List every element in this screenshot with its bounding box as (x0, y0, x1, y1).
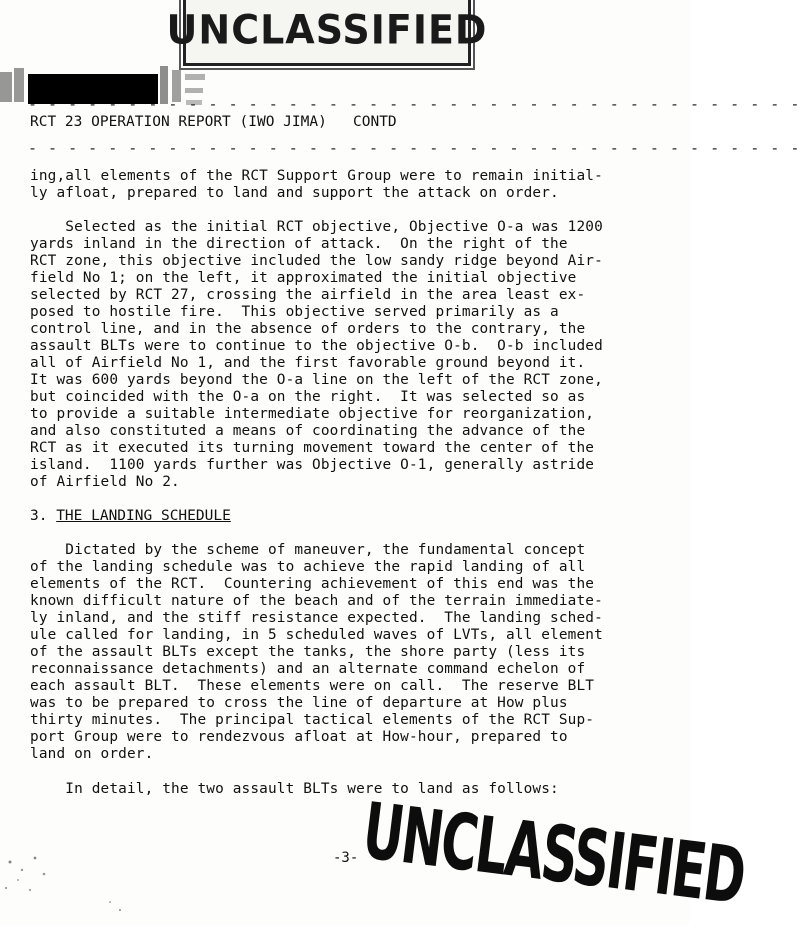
objective-line: posed to hostile fire. This objective served primarily as a (30, 304, 559, 320)
stamp-top-text: UNCLASSIFIED (166, 6, 488, 54)
schedule-line: was to be prepared to cross the line of departure at How plus (30, 695, 568, 711)
objective-line: all of Airfield No 1, and the first favorable ground beyond it. (30, 355, 586, 371)
schedule-line: known difficult nature of the beach and of the terrain immediate- (30, 593, 603, 609)
section-heading (30, 508, 231, 524)
classification-stamp-top (166, 0, 488, 66)
report-header: RCT 23 OPERATION REPORT (IWO JIMA) CONTD (30, 114, 397, 130)
dashed-rule-bottom: - - - - - - - - - - - - - - - - - - - - - - - - - - - - - - - - - - - - - - - (28, 139, 800, 157)
dashed-rule-top: - - - - - - - - - - - - - - - - - - - - - - - - - - - - - - - - - - - - - - - (28, 95, 800, 113)
classification-stamp-bottom (357, 786, 749, 922)
scan-noise (0, 840, 130, 920)
schedule-line: ule called for landing, in 5 scheduled waves of LVTs, all element (30, 627, 603, 643)
objective-line: Selected as the initial RCT objective, Objective O-a was 1200 (30, 219, 603, 235)
detail-line: In detail, the two assault BLTs were to land as follows: (30, 781, 559, 797)
objective-line: RCT as it executed its turning movement toward the center of the (30, 440, 595, 456)
objective-line: island. 1100 yards further was Objective O-1, generally astride (30, 457, 595, 473)
page-number: -3- (333, 850, 359, 866)
objective-line: assault BLTs were to continue to the objective O-b. O-b included (30, 338, 603, 354)
objective-line: but coincided with the O-a on the right. It was selected so as (30, 389, 586, 405)
schedule-line: reconnaissance detachments) and an alternate command echelon of (30, 661, 586, 677)
objective-line: RCT zone, this objective included the low sandy ridge beyond Air- (30, 253, 603, 269)
schedule-line: ly inland, and the stiff resistance expected. The landing sched- (30, 610, 603, 626)
intro-line: ly afloat, prepared to land and support the attack on order. (30, 185, 559, 201)
section-number: 3. (30, 508, 48, 524)
schedule-line: land on order. (30, 746, 154, 762)
objective-line: yards inland in the direction of attack. On the right of the (30, 236, 568, 252)
objective-line: and also constituted a means of coordinating the advance of the (30, 423, 586, 439)
objective-line: It was 600 yards beyond the O-a line on the left of the RCT zone, (30, 372, 603, 388)
objective-line: of Airfield No 2. (30, 474, 180, 490)
stamp-bottom-text: UNCLASSIFIED (358, 786, 749, 922)
objective-line: selected by RCT 27, crossing the airfield in the area least ex- (30, 287, 586, 303)
schedule-line: each assault BLT. These elements were on call. The reserve BLT (30, 678, 595, 694)
schedule-line: thirty minutes. The principal tactical elements of the RCT Sup- (30, 712, 595, 728)
objective-line: field No 1; on the left, it approximated the initial objective (30, 270, 577, 286)
objective-line: to provide a suitable intermediate objective for reorganization, (30, 406, 595, 422)
schedule-line: of the assault BLTs except the tanks, the shore party (less its (30, 644, 586, 660)
schedule-line: port Group were to rendezvous afloat at How-hour, prepared to (30, 729, 568, 745)
section-title: THE LANDING SCHEDULE (56, 508, 231, 524)
intro-line: ing,all elements of the RCT Support Group were to remain initial- (30, 168, 603, 184)
schedule-line: of the landing schedule was to achieve the rapid landing of all (30, 559, 586, 575)
schedule-line: Dictated by the scheme of maneuver, the fundamental concept (30, 542, 586, 558)
schedule-line: elements of the RCT. Countering achievement of this end was the (30, 576, 595, 592)
objective-line: control line, and in the absence of orders to the contrary, the (30, 321, 586, 337)
